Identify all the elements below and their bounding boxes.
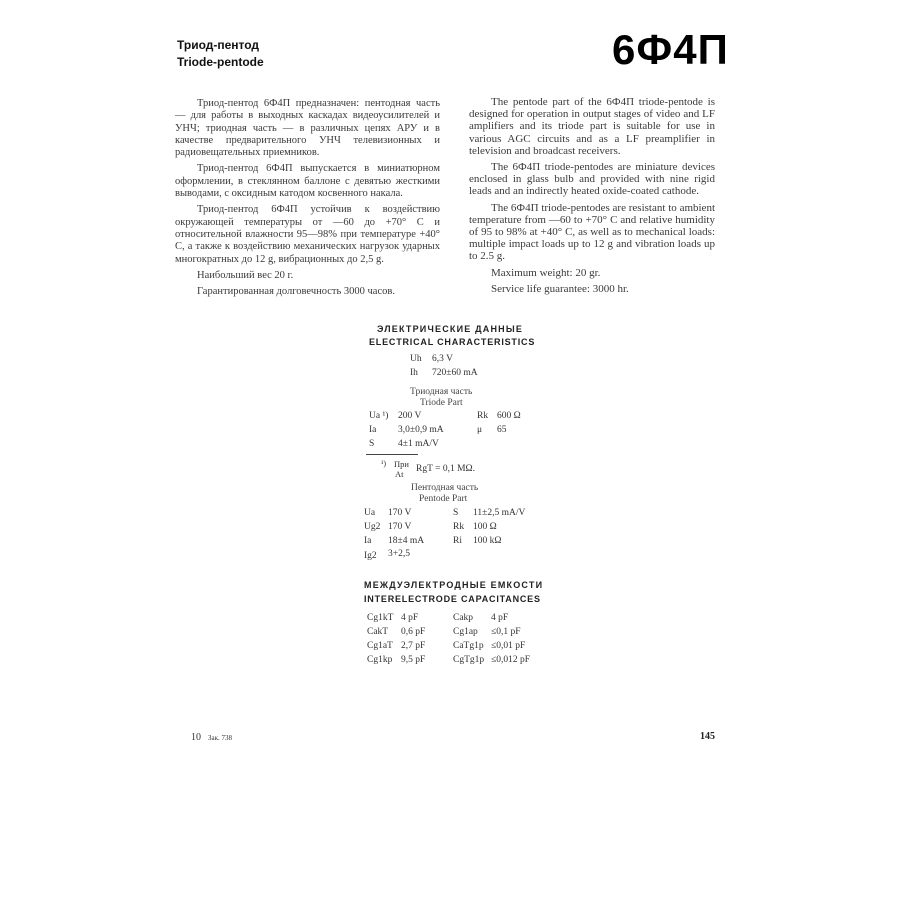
pentode-part-label-english: Pentode Part <box>419 494 468 504</box>
triode-part-label-russian: Триодная часть <box>410 387 473 397</box>
capacitance-value: 4 pF <box>491 613 509 623</box>
capacitance-value: ≤0,1 pF <box>491 627 521 637</box>
triode-anode-current-symbol: Ia <box>369 425 377 435</box>
electrical-heading-russian: ЭЛЕКТРИЧЕСКИЕ ДАННЫЕ <box>377 324 524 334</box>
triode-cathode-resistor-symbol: Rk <box>477 411 489 421</box>
pentode-transconductance-symbol: S <box>453 508 459 518</box>
triode-cathode-resistor-value: 600 Ω <box>497 411 521 421</box>
heater-current-symbol: Ih <box>410 368 418 378</box>
triode-transconductance-symbol: S <box>369 439 375 449</box>
pentode-cathode-resistor-value: 100 Ω <box>473 522 497 532</box>
paragraph: Наибольший вес 20 г. <box>197 269 294 281</box>
capacitance-value: 4 pF <box>401 613 419 623</box>
triode-anode-voltage-value: 200 V <box>398 411 422 421</box>
capacitance-symbol: CgTg1p <box>453 655 485 665</box>
footnote-condition-russian: При <box>394 459 409 469</box>
capacitance-symbol: Cg1aT <box>367 641 393 651</box>
pentode-cathode-resistor-symbol: Rk <box>453 522 465 532</box>
pentode-transconductance-value: 11±2,5 mA/V <box>473 508 526 518</box>
capacitance-heading-english: INTERELECTRODE CAPACITANCES <box>364 594 541 604</box>
footnote-expression: RgT = 0,1 MΩ. <box>416 464 475 474</box>
triode-part-label-english: Triode Part <box>420 398 463 408</box>
print-order-number: Зак. 738 <box>208 734 233 742</box>
pentode-screen-current-value: 3+2,5 <box>388 549 410 559</box>
pentode-internal-resistance-value: 100 kΩ <box>473 536 502 546</box>
pentode-part-label-russian: Пентодная часть <box>411 483 479 493</box>
electrical-heading-english: ELECTRICAL CHARACTERISTICS <box>369 337 536 347</box>
sheet-number: 10 <box>191 732 201 743</box>
paragraph: The 6Ф4П triode-pentodes are miniature devices enclosed in glass bulb and provided with nine rigid leads and an indirectly heated oxide-coated cathode. <box>469 161 715 198</box>
capacitance-value: 2,7 pF <box>401 641 426 651</box>
footnote-mark: ¹) <box>381 459 387 468</box>
description-russian <box>175 98 440 302</box>
paragraph: Триод-пентод 6Ф4П предназначен: пентодная часть — для работы в выходных каскадах видеоусилителей и УНЧ; триодная часть — в различных цепях АРУ и в качестве предварительного УНЧ телевизионных и радиовещательных приемников. <box>175 98 440 159</box>
paragraph: Maximum weight: 20 gr. <box>491 266 601 279</box>
pentode-screen-voltage-value: 170 V <box>388 522 412 532</box>
triode-transconductance-value: 4±1 mA/V <box>398 439 439 449</box>
pentode-internal-resistance-symbol: Ri <box>453 536 462 546</box>
page-number: 145 <box>700 731 715 742</box>
capacitance-value: 9,5 pF <box>401 655 426 665</box>
capacitance-symbol: CaTg1p <box>453 641 484 651</box>
paragraph: Гарантированная долговечность 3000 часов. <box>197 286 395 298</box>
tube-type-designation: 6Ф4П <box>612 26 729 73</box>
capacitance-symbol: Cg1kT <box>367 613 394 623</box>
title-russian: Триод-пентод <box>177 38 260 52</box>
triode-anode-voltage-symbol: Ua ¹) <box>369 411 389 421</box>
footnote-divider <box>366 454 418 455</box>
pentode-anode-current-value: 18±4 mA <box>388 536 425 546</box>
triode-mu-symbol: μ <box>477 425 483 435</box>
pentode-anode-voltage-symbol: Ua <box>364 508 376 518</box>
capacitance-value: 0,6 pF <box>401 627 426 637</box>
triode-anode-current-value: 3,0±0,9 mA <box>398 425 444 435</box>
pentode-anode-voltage-value: 170 V <box>388 508 412 518</box>
paragraph: Service life guarantee: 3000 hr. <box>491 282 629 295</box>
heater-current-value: 720±60 mA <box>432 368 478 378</box>
pentode-anode-current-symbol: Ia <box>364 536 372 546</box>
pentode-screen-current-symbol: Ig2 <box>364 551 377 561</box>
paragraph: The 6Ф4П triode-pentodes are resistant to ambient temperature from —60 to +70° C and relative humidity of 95 to 98% at +40° C, as well as to mechanical loads: multiple impact loads up to 12 g and vibration loads up to 2.5 g. <box>469 201 715 263</box>
heater-voltage-symbol: Uh <box>410 354 422 364</box>
capacitance-value: ≤0,01 pF <box>491 641 526 651</box>
heater-voltage-value: 6,3 V <box>432 354 453 364</box>
capacitance-symbol: Cg1ap <box>453 627 478 637</box>
paragraph: The pentode part of the 6Ф4П triode-pentode is designed for operation in output stages of video and LF amplifiers and its triode part is suitable for use in various AGC circuits and as a LF preamplifier in television and broadcast receivers. <box>469 96 715 157</box>
pentode-screen-voltage-symbol: Ug2 <box>364 522 381 532</box>
capacitance-value: ≤0,012 pF <box>491 655 530 665</box>
capacitance-symbol: Cakp <box>453 613 474 623</box>
capacitance-symbol: Cg1kp <box>367 655 393 665</box>
title-english: Triode-pentode <box>177 55 264 69</box>
triode-mu-value: 65 <box>497 425 507 435</box>
capacitance-heading-russian: МЕЖДУЭЛЕКТРОДНЫЕ ЕМКОСТИ <box>364 580 544 590</box>
paragraph: Триод-пентод 6Ф4П устойчив к воздействию окружающей температуры от —60 до +70° С и относительной влажности 95—98% при температуре +40° С, а также к воздействию механических нагрузок ударных многократных до 12 g, вибрационных до 2,5 g. <box>175 204 440 265</box>
capacitance-symbol: CakT <box>367 627 389 637</box>
paragraph: Триод-пентод 6Ф4П выпускается в миниатюрном оформлении, в стеклянном баллоне с девятью жесткими выводами, с оксидным катодом косвенного накала. <box>175 163 440 200</box>
description-english <box>469 96 715 299</box>
footnote-condition-english: At <box>395 469 404 479</box>
